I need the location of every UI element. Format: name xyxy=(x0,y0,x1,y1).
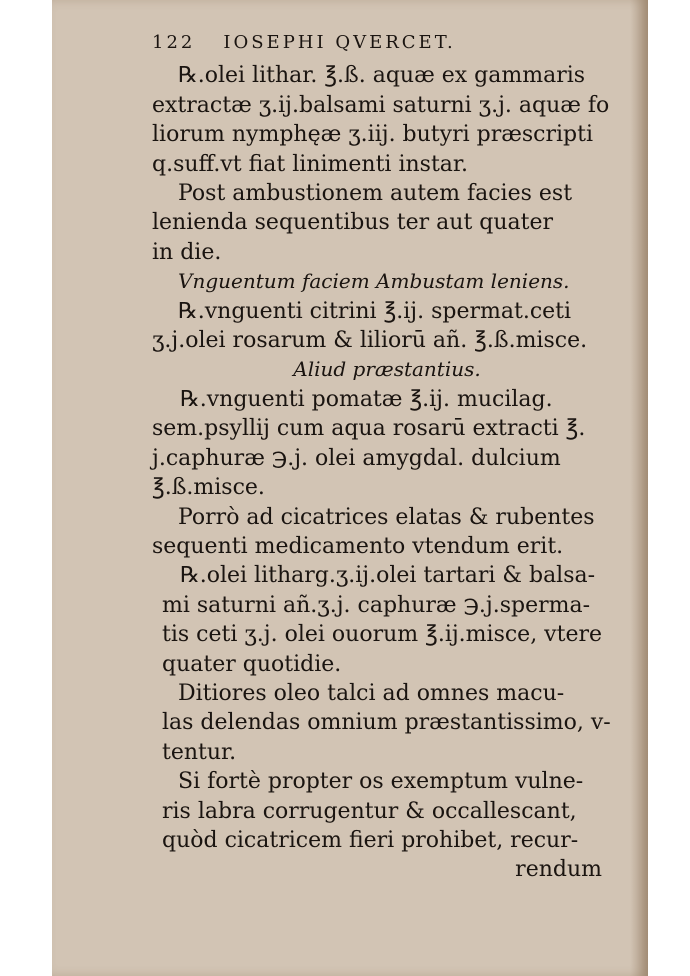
text-line: liorum nymphęæ ʒ.iij. butyri præscripti xyxy=(152,122,594,148)
text-line: quater quotidie. xyxy=(162,651,342,677)
text-line: ℞.olei litharg.ʒ.ij.olei tartari & balsa- xyxy=(180,563,596,589)
text-line: j.caphuræ ℈.j. olei amygdal. dulcium xyxy=(152,445,561,471)
text-line: las delendas omnium præstantissimo, v- xyxy=(162,710,611,736)
text-line: extractæ ʒ.ij.balsami saturni ʒ.j. aquæ fo xyxy=(152,92,610,118)
running-header xyxy=(152,28,622,57)
recipe-heading: Aliud præstantius. xyxy=(293,357,481,382)
text-line: ℥.ß.misce. xyxy=(152,475,265,501)
text-line: in die. xyxy=(152,239,222,265)
text-line: mi saturni añ.ʒ.j. caphuræ ℈.j.sperma- xyxy=(162,592,591,618)
text-line: sequenti medicamento vtendum erit. xyxy=(152,533,564,559)
text-line: sem.psyllij cum aqua rosarū extracti ℥. xyxy=(152,416,586,442)
running-title: IOSEPHI QVERCET. xyxy=(223,32,456,53)
catchword: rendum xyxy=(515,857,602,883)
text-line: ℞.olei lithar. ℥.ß. aquæ ex gammaris xyxy=(178,63,586,89)
page-text xyxy=(152,28,622,885)
text-line: tentur. xyxy=(162,739,237,765)
text-line: Porrò ad cicatrices elatas & rubentes xyxy=(178,504,595,530)
text-line: ℞.vnguenti pomatæ ℥.ij. mucilag. xyxy=(180,386,553,412)
text-line: Si fortè propter os exemptum vulne- xyxy=(178,769,584,795)
text-line: tis ceti ʒ.j. olei ouorum ℥.ij.misce, vtere xyxy=(162,622,603,648)
text-line: lenienda sequentibus ter aut quater xyxy=(152,210,554,236)
text-line: ris labra corrugentur & occallescant, xyxy=(162,798,577,824)
text-line: ʒ.j.olei rosarum & liliorū añ. ℥.ß.misce. xyxy=(152,328,588,354)
text-line: quòd cicatricem fieri prohibet, recur- xyxy=(162,827,579,853)
text-line: ℞.vnguenti citrini ℥.ij. spermat.ceti xyxy=(178,298,572,324)
text-line: q.suff.vt fiat linimenti instar. xyxy=(152,151,469,177)
text-line: Ditiores oleo talci ad omnes macu- xyxy=(178,680,565,706)
page-fold-shadow xyxy=(630,0,648,976)
page-number: 122 xyxy=(152,32,196,53)
recipe-heading: Vnguentum faciem Ambustam leniens. xyxy=(178,269,570,294)
text-line: Post ambustionem autem facies est xyxy=(178,181,573,207)
